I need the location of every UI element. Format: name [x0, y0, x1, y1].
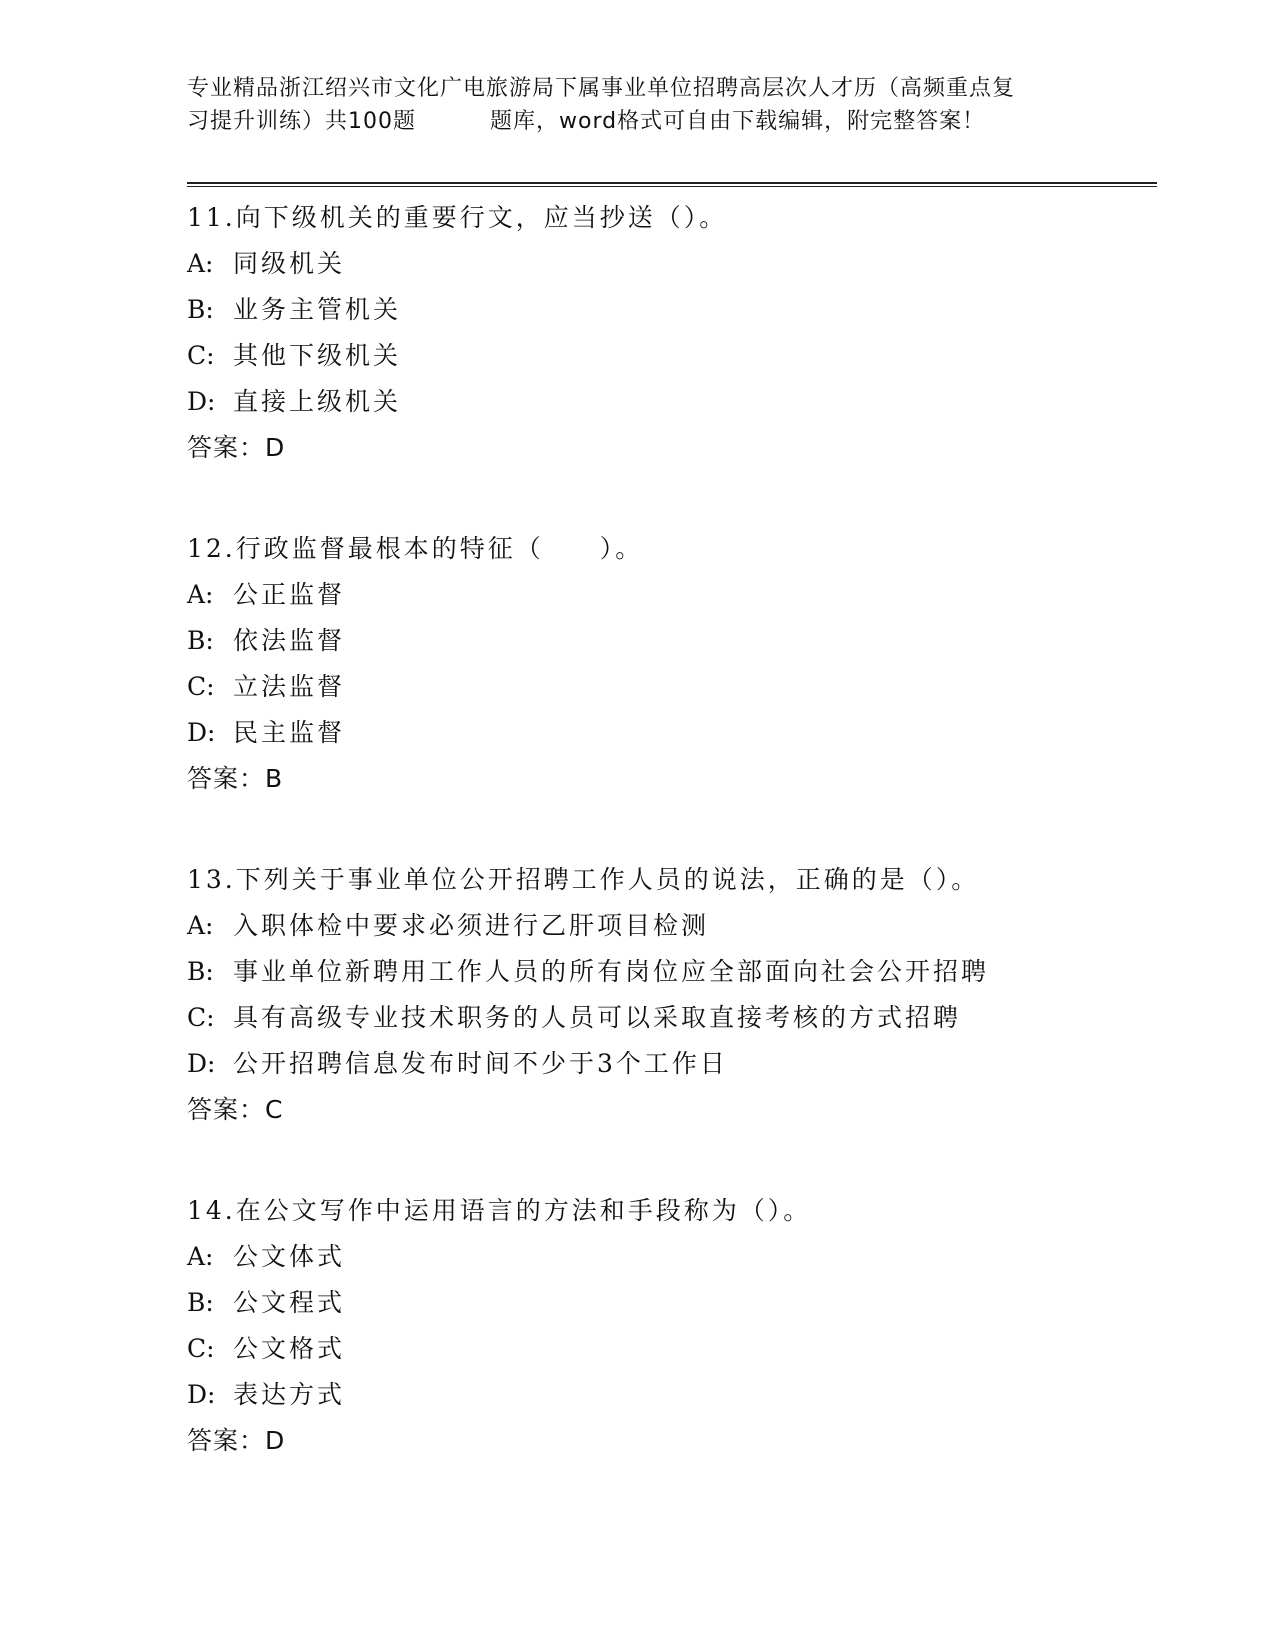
question-stem: 11.向下级机关的重要行文，应当抄送（）。	[187, 203, 728, 232]
option-text: 其他下级机关	[233, 341, 402, 370]
question-stem: 12.行政监督最根本的特征（ ）。	[187, 534, 644, 563]
option-text: 事业单位新聘用工作人员的所有岗位应全部面向社会公开招聘	[233, 957, 990, 986]
option-c	[187, 664, 1157, 710]
option-a	[187, 1234, 1157, 1280]
option-text: 入职体检中要求必须进行乙肝项目检测	[233, 911, 710, 940]
option-text: 立法监督	[233, 672, 346, 701]
option-c	[187, 333, 1157, 379]
option-key: D:	[187, 387, 216, 416]
header-gap	[416, 105, 490, 138]
document-header	[187, 72, 1157, 138]
header-divider-thin	[187, 186, 1157, 187]
option-key: B:	[187, 295, 214, 324]
option-text: 公文格式	[233, 1334, 346, 1363]
question-12	[187, 526, 1157, 802]
question-stem: 13.下列关于事业单位公开招聘工作人员的说法，正确的是（）。	[187, 865, 980, 894]
option-a	[187, 572, 1157, 618]
header-line-2	[187, 105, 1157, 138]
option-text: 表达方式	[233, 1380, 346, 1409]
option-d	[187, 379, 1157, 425]
answer: 答案：C	[187, 1095, 284, 1124]
option-key: B:	[187, 626, 214, 655]
option-c	[187, 995, 1157, 1041]
option-d	[187, 1041, 1157, 1087]
option-key: B:	[187, 1288, 214, 1317]
question-11	[187, 195, 1157, 471]
option-key: A:	[187, 249, 214, 278]
option-b	[187, 949, 1157, 995]
option-text: 公文程式	[233, 1288, 346, 1317]
option-key: A:	[187, 911, 214, 940]
answer: 答案：D	[187, 1426, 286, 1455]
option-key: C:	[187, 1003, 215, 1032]
option-a	[187, 241, 1157, 287]
option-key: A:	[187, 580, 214, 609]
document-page	[187, 72, 1157, 1519]
header-divider-thick	[187, 182, 1157, 184]
option-text: 公正监督	[233, 580, 346, 609]
option-a	[187, 903, 1157, 949]
header-line-2-left: 习提升训练）共100题	[187, 109, 416, 134]
option-text: 公开招聘信息发布时间不少于3个工作日	[233, 1049, 728, 1078]
question-stem: 14.在公文写作中运用语言的方法和手段称为（）。	[187, 1196, 812, 1225]
option-text: 民主监督	[233, 718, 346, 747]
question-14	[187, 1188, 1157, 1464]
option-text: 直接上级机关	[233, 387, 402, 416]
question-list	[187, 195, 1157, 1464]
option-key: C:	[187, 1334, 215, 1363]
answer: 答案：D	[187, 433, 286, 462]
option-key: C:	[187, 341, 215, 370]
option-text: 具有高级专业技术职务的人员可以采取直接考核的方式招聘	[233, 1003, 962, 1032]
option-b	[187, 618, 1157, 664]
option-key: A:	[187, 1242, 214, 1271]
option-text: 业务主管机关	[233, 295, 402, 324]
option-text: 公文体式	[233, 1242, 346, 1271]
option-d	[187, 1372, 1157, 1418]
option-key: B:	[187, 957, 214, 986]
option-key: D:	[187, 718, 216, 747]
option-text: 依法监督	[233, 626, 346, 655]
option-b	[187, 287, 1157, 333]
option-text: 同级机关	[233, 249, 346, 278]
option-key: D:	[187, 1380, 216, 1409]
question-13	[187, 857, 1157, 1133]
header-line-1: 专业精品浙江绍兴市文化广电旅游局下属事业单位招聘高层次人才历（高频重点复	[187, 76, 1016, 101]
option-key: C:	[187, 672, 215, 701]
header-line-2-right: 题库，word格式可自由下载编辑，附完整答案！	[490, 109, 986, 134]
option-d	[187, 710, 1157, 756]
option-c	[187, 1326, 1157, 1372]
option-key: D:	[187, 1049, 216, 1078]
option-b	[187, 1280, 1157, 1326]
answer: 答案：B	[187, 764, 284, 793]
